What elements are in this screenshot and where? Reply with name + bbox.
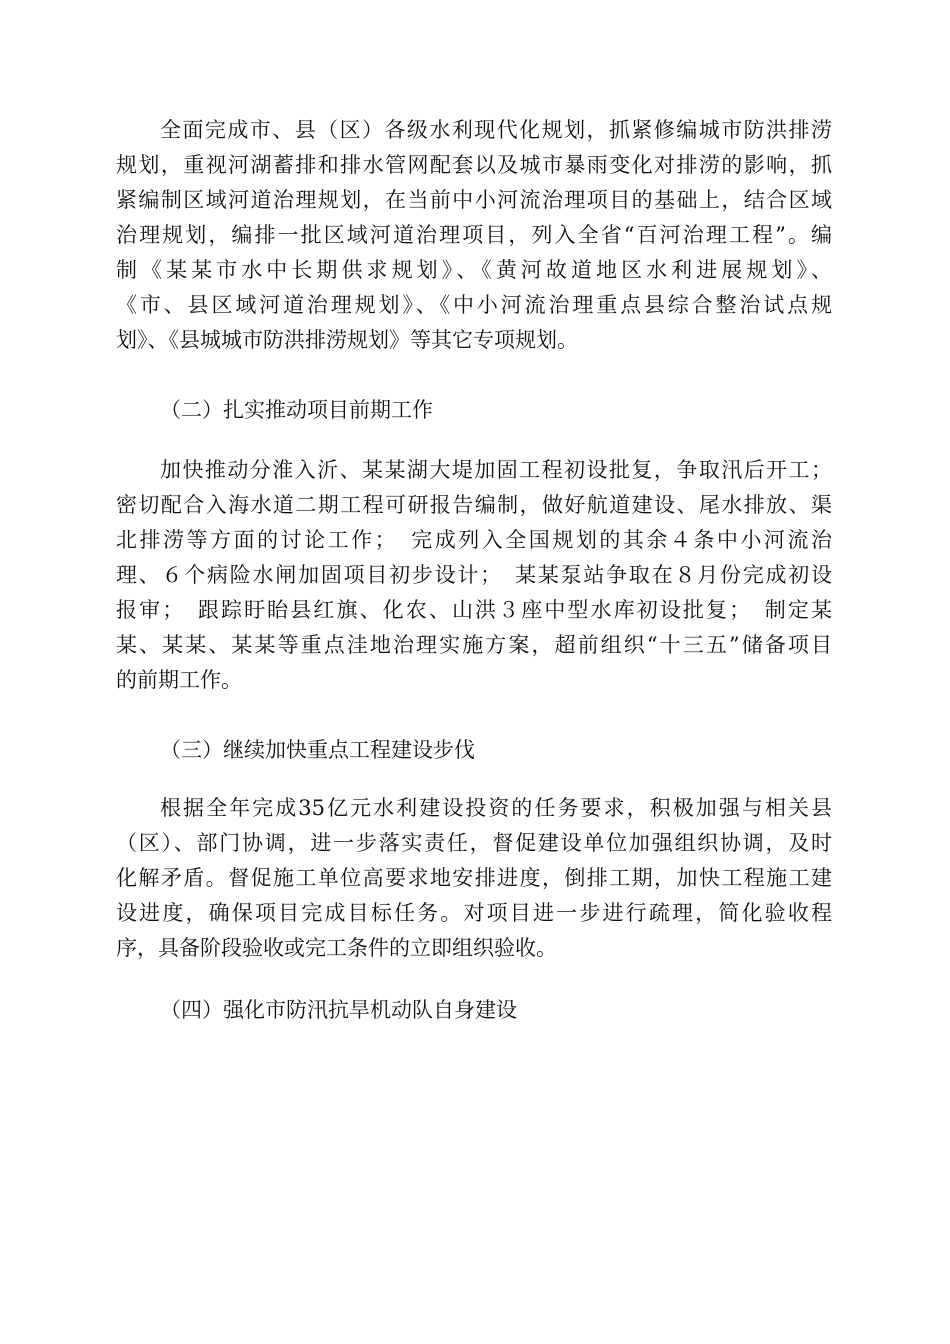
paragraph-1-line: 紧编制区域河道治理规划，在当前中小河流治理项目的基础上，结合区域 (116, 188, 832, 212)
paragraph-3-line: 序，具备阶段验收或完工条件的立即组织验收。 (116, 936, 557, 960)
paragraph-3-line: 根据全年完成35亿元水利建设投资的任务要求，积极加强与相关县 (160, 796, 832, 820)
paragraph-1-line: 制《某某市水中长期供求规划》、《黄河故道地区水利进展规划》、 (116, 258, 832, 282)
paragraph-3-line: 化解矛盾。督促施工单位高要求地安排进度，倒排工期，加快工程施工建 (116, 866, 832, 890)
section-heading-4: （四）强化市防汛抗旱机动队自身建设 (160, 998, 517, 1022)
paragraph-2-line: 密切配合入海水道二期工程可研报告编制，做好航道建设、尾水排放、渠 (116, 493, 832, 517)
paragraph-2-line: 的前期工作。 (116, 668, 242, 692)
paragraph-2-line: 某、某某、某某等重点洼地治理实施方案，超前组织“十三五”储备项目 (116, 633, 832, 657)
section-heading-2: （二）扎实推动项目前期工作 (160, 398, 433, 422)
paragraph-2-line: 理、６个病险水闸加固项目初步设计； 某某泵站争取在８月份完成初设 (116, 563, 832, 587)
paragraph-1-line: 规划，重视河湖蓄排和排水管网配套以及城市暴雨变化对排涝的影响，抓 (116, 153, 832, 177)
section-heading-3: （三）继续加快重点工程建设步伐 (160, 738, 475, 762)
paragraph-1-line: 《市、县区域河道治理规划》、《中小河流治理重点县综合整治试点规 (116, 293, 832, 317)
paragraph-3-line: （区）、部门协调，进一步落实责任，督促建设单位加强组织协调，及时 (116, 831, 832, 855)
paragraph-1-line: 全面完成市、县（区）各级水利现代化规划，抓紧修编城市防洪排涝 (160, 118, 832, 142)
paragraph-2-line: 报审； 跟踪盱眙县红旗、化农、山洪３座中型水库初设批复； 制定某 (116, 598, 832, 622)
paragraph-3-line: 设进度，确保项目完成目标任务。对项目进一步进行疏理，简化验收程 (116, 901, 832, 925)
paragraph-1-line: 划》、《县城城市防洪排涝规划》等其它专项规划。 (116, 328, 578, 352)
paragraph-2-line: 加快推动分淮入沂、某某湖大堤加固工程初设批复，争取汛后开工； (160, 458, 832, 482)
paragraph-2-line: 北排涝等方面的讨论工作； 完成列入全国规划的其余４条中小河流治 (116, 528, 832, 552)
paragraph-1-line: 治理规划，编排一批区域河道治理项目，列入全省“百河治理工程”。编 (116, 223, 832, 247)
